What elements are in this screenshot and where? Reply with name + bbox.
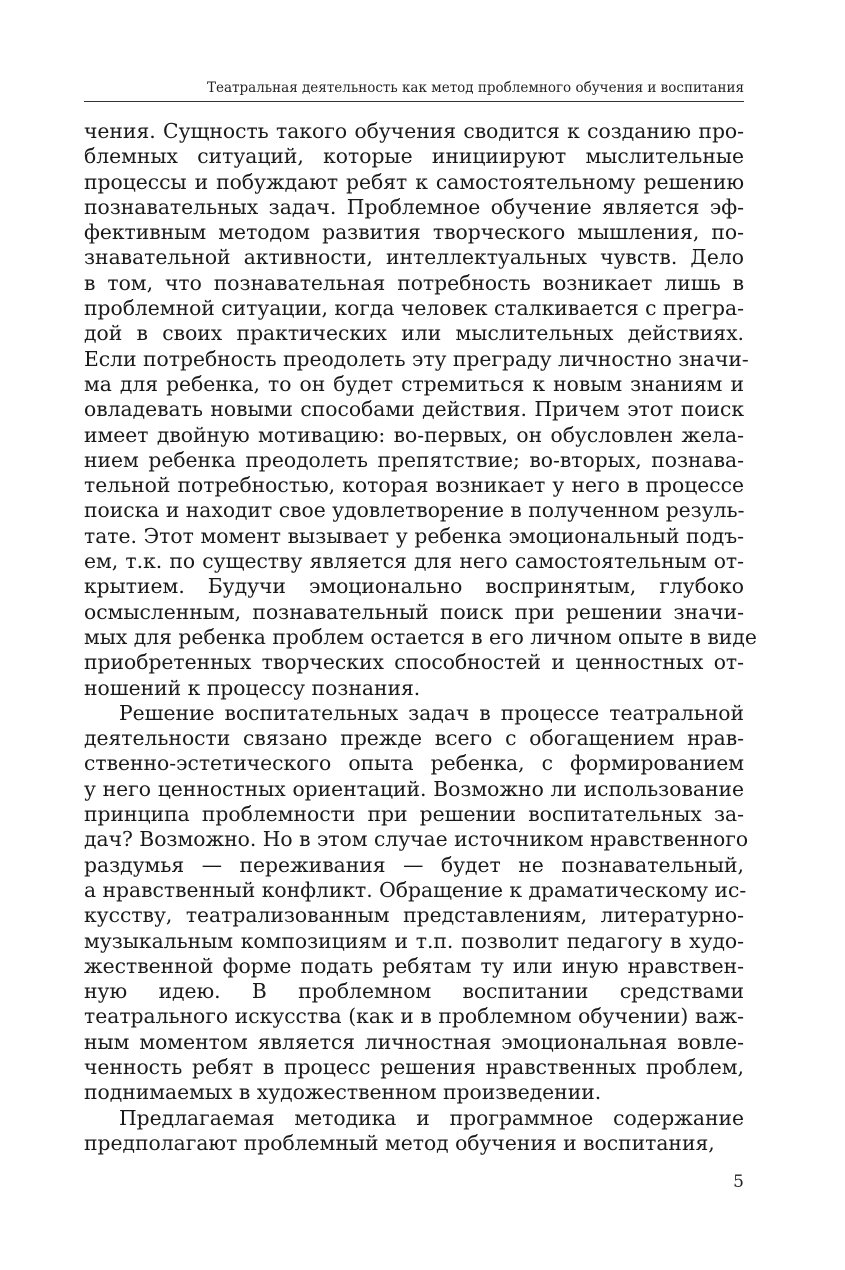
text-line: ственно-эстетического опыта ребенка, с формированием (84, 751, 744, 776)
text-line: ным моментом является личностная эмоциональная вовле- (84, 1029, 744, 1054)
text-line: а нравственный конфликт. Обращение к драматическому ис- (84, 877, 747, 902)
text-line: ма для ребенка, то он будет стремиться к новым знаниям и (84, 371, 744, 396)
text-line: предполагают проблемный метод обучения и воспитания, (84, 1130, 715, 1155)
header-rule (84, 101, 744, 102)
text-line: принципа проблемности при решении воспитательных за- (84, 802, 744, 827)
text-line: поднимаемых в художественном произведении. (84, 1080, 602, 1105)
text-line: тельной потребностью, которая возникает у него в процессе (84, 473, 744, 498)
text-line: жественной форме подать ребятам ту или иную нравствен- (84, 953, 744, 978)
text-line: поиска и находит свое удовлетворение в полученном резуль- (84, 498, 745, 523)
paragraph (84, 700, 749, 1106)
text-line: деятельности связано прежде всего с обогащением нрав- (84, 726, 744, 751)
text-line: овладевать новыми способами действия. Причем этот поиск (84, 397, 744, 422)
text-line: имеет двойную мотивацию: во-первых, он обусловлен жела- (84, 422, 744, 447)
text-line: у него ценностных ориентаций. Возможно ли использование (84, 776, 744, 801)
text-line: Решение воспитательных задач в процессе театральной (119, 700, 744, 725)
text-line: раздумья — переживания — будет не познавательный, (84, 852, 744, 877)
text-line: знавательной активности, интеллектуальных чувств. Дело (84, 245, 744, 270)
running-header: Театральная деятельность как метод проблемного обучения и воспитания (207, 80, 744, 96)
page-number: 5 (733, 1172, 744, 1192)
body-text (84, 119, 757, 1156)
text-line: ченность ребят в процесс решения нравственных проблем, (84, 1054, 744, 1079)
text-line: познавательных задач. Проблемное обучение является эф- (84, 194, 744, 219)
text-line: процессы и побуждают ребят к самостоятельному решению (84, 169, 744, 194)
text-line: проблемной ситуации, когда человек сталкивается с прегра- (84, 296, 744, 321)
text-line: осмысленным, познавательный поиск при решении значи- (84, 599, 744, 624)
text-line: чения. Сущность такого обучения сводится к созданию про- (84, 119, 744, 143)
text-line: Если потребность преодолеть эту преграду личностно значи- (84, 346, 749, 371)
text-line: тате. Этот момент вызывает у ребенка эмоциональный подъ- (84, 523, 744, 548)
text-line: ношений к процессу познания. (84, 675, 421, 700)
text-line: музыкальным композициям и т.п. позволит педагогу в худо- (84, 928, 744, 953)
text-line: ную идею. В проблемном воспитании средствами (84, 979, 744, 1004)
text-line: фективным методом развития творческого мышления, по- (84, 220, 744, 245)
text-line: ем, т.к. по существу является для него самостоятельным от- (84, 549, 744, 574)
text-line: мых для ребенка проблем остается в его личном опыте в виде (84, 624, 757, 649)
paragraph (84, 119, 757, 701)
text-line: крытием. Будучи эмоционально воспринятым, глубоко (84, 574, 744, 599)
text-line: театрального искусства (как и в проблемном обучении) важ- (84, 1004, 744, 1029)
text-line: дач? Возможно. Но в этом случае источником нравственного (84, 827, 749, 852)
text-line: в том, что познавательная потребность возникает лишь в (84, 270, 744, 295)
text-line: нием ребенка преодолеть препятствие; во-вторых, познава- (84, 447, 744, 472)
text-line: Предлагаемая методика и программное содержание (119, 1105, 744, 1130)
text-line: дой в своих практических или мыслительных действиях. (84, 321, 744, 346)
text-line: приобретенных творческих способностей и ценностных от- (84, 650, 744, 675)
text-line: блемных ситуаций, которые инициируют мыслительные (84, 144, 744, 169)
paragraph (84, 1106, 744, 1157)
text-line: кусству, театрализованным представлениям, литературно- (84, 903, 744, 928)
